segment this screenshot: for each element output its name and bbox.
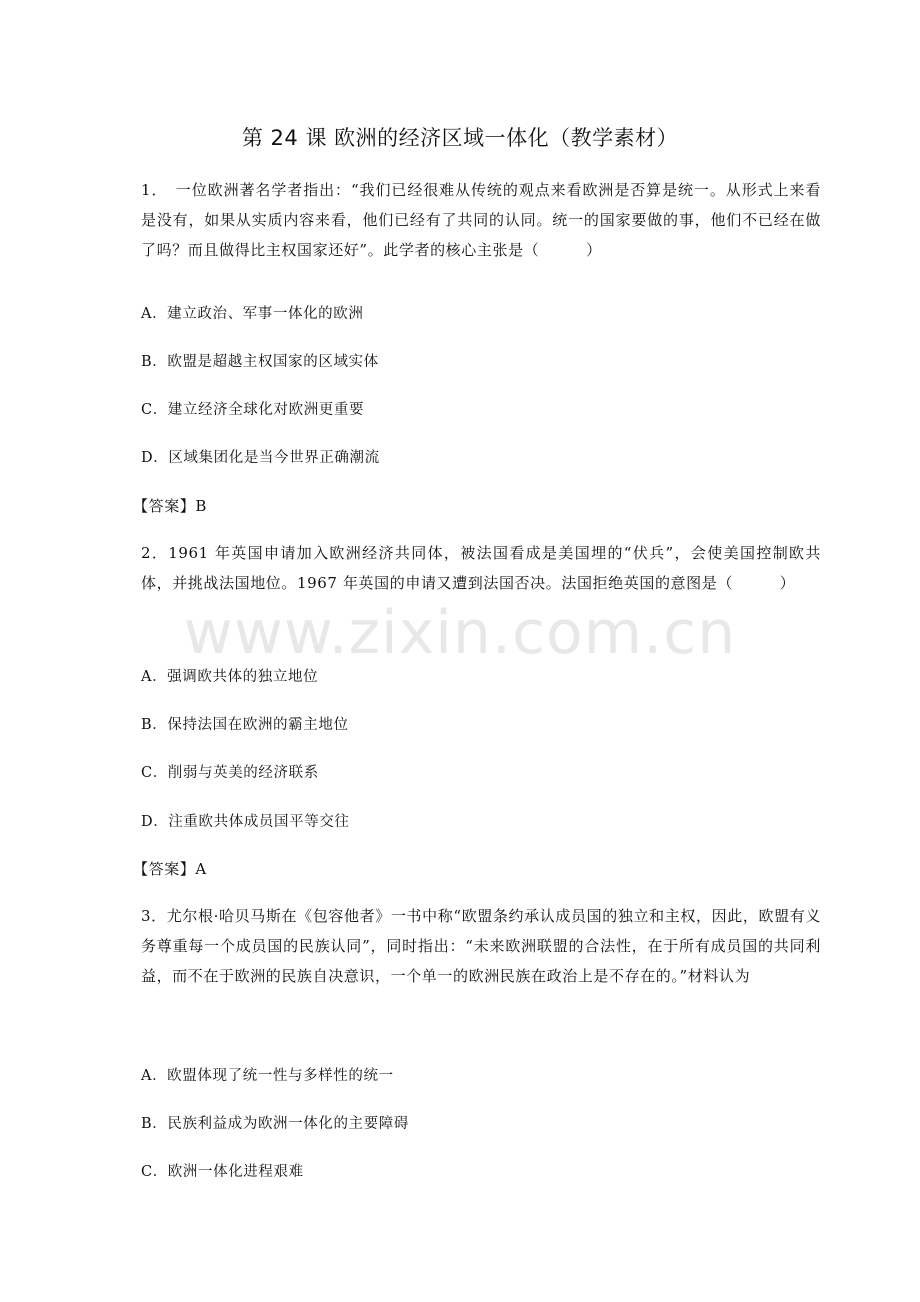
question-3-stem: 3．尤尔根·哈贝马斯在《包容他者》一书中称“欧盟条约承认成员国的独立和主权，因此，欧盟有义务尊重每一个成员国的民族认同”，同时指出：“未来欧洲联盟的合法性，在于所有成员国的共同利益，而不在于欧洲的民族自决意识，一个单一的欧洲民族在政治上是不存在的。”材料认为 <box>141 907 821 985</box>
question-1-answer: 【答案】B <box>133 497 208 515</box>
page-title: 第 24 课 欧洲的经济区域一体化（教学素材） <box>241 126 679 150</box>
question-3-option-b: B．民族利益成为欧洲一体化的主要障碍 <box>141 1116 409 1132</box>
question-3-option-c: C．欧洲一体化进程艰难 <box>141 1164 304 1180</box>
question-1-stem: 1． 一位欧洲著名学者指出：“我们已经很难从传统的观点来看欧洲是否算是统一。从形式上来看是没有，如果从实质内容来看，他们已经有了共同的认同。统一的国家要做的事，他们不已经在做了吗？而且做得比主权国家还好”。此学者的核心主张是（ ） <box>141 181 821 259</box>
watermark: www.zixin.com.cn <box>183 598 737 668</box>
question-2-option-b: B．保持法国在欧洲的霸主地位 <box>141 717 349 733</box>
question-1-option-a: A．建立政治、军事一体化的欧洲 <box>141 306 364 322</box>
question-2-option-d: D．注重欧共体成员国平等交往 <box>141 814 350 830</box>
question-2-option-c: C．削弱与英美的经济联系 <box>141 765 319 781</box>
question-2-answer: 【答案】A <box>133 860 207 878</box>
question-3-option-a: A．欧盟体现了统一性与多样性的统一 <box>141 1068 394 1084</box>
question-2-option-a: A．强调欧共体的独立地位 <box>141 669 319 685</box>
question-2-stem: 2．1961 年英国申请加入欧洲经济共同体，被法国看成是美国埋的“伏兵”，会使美国控制欧共体，并挑战法国地位。1967 年英国的申请又遭到法国否决。法国拒绝英国的意图是（ ） <box>141 544 821 592</box>
question-1-option-d: D．区域集团化是当今世界正确潮流 <box>141 450 380 466</box>
question-1-option-b: B．欧盟是超越主权国家的区域实体 <box>141 354 379 370</box>
question-1-option-c: C．建立经济全球化对欧洲更重要 <box>141 402 365 418</box>
